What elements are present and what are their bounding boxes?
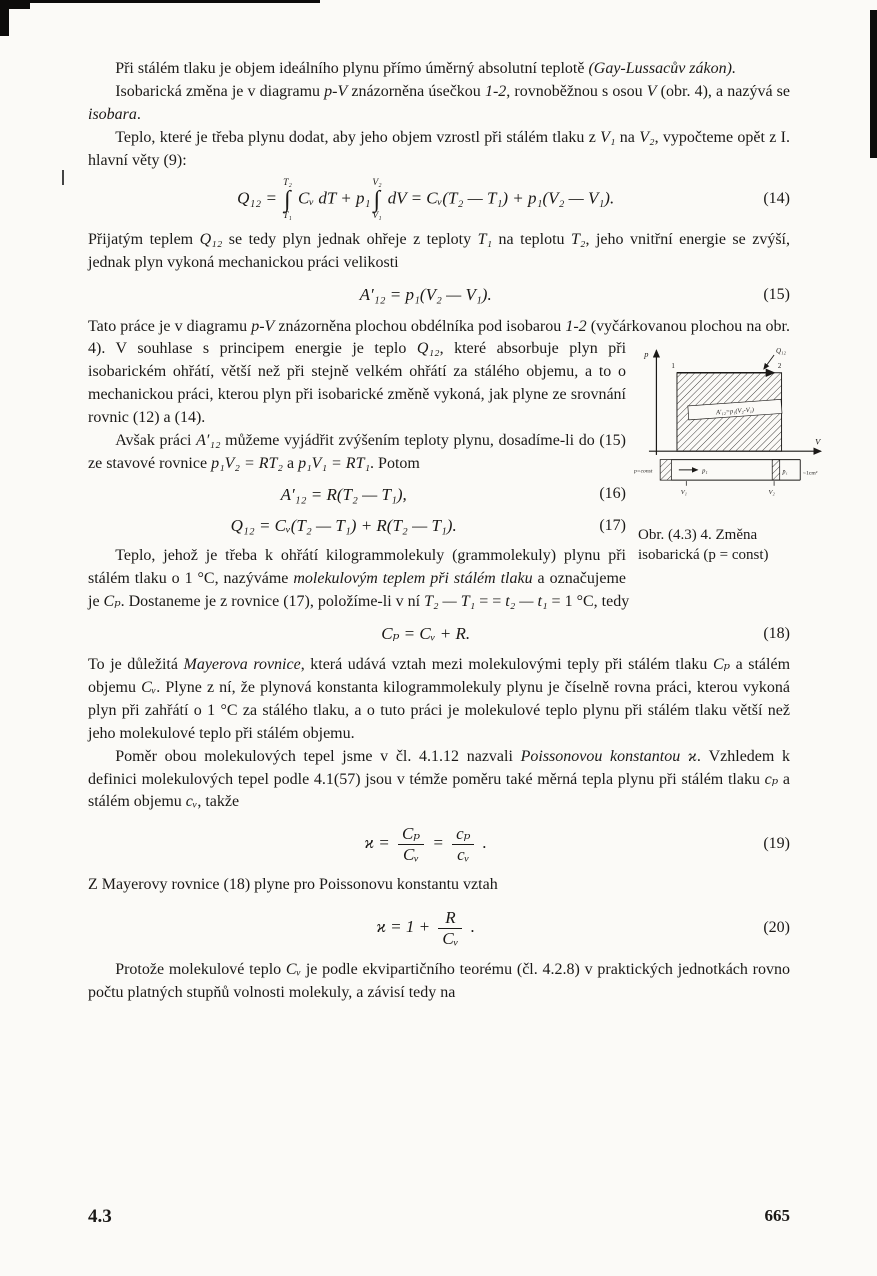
- fraction-Cp-Cv: $\frac{\text{Cₚ}}{\text{Cᵥ}}$: [398, 824, 424, 864]
- equation-18-number: (18): [763, 624, 790, 642]
- scan-artifact-corner-v: [0, 0, 9, 36]
- text-segment: můžeme vyjádřit zvýšením teploty plynu, dosadíme-li do (15) ze stavové rovnice: [88, 431, 627, 472]
- text-segment: znázorněna úsečkou: [347, 82, 485, 100]
- fraction-R-Cv: $\frac{R}{\text{Cᵥ}}$: [438, 908, 462, 948]
- text-segment: na: [615, 128, 640, 146]
- equation-20-number: (20): [763, 918, 790, 936]
- text-segment: = 1 °C, tedy: [547, 592, 630, 610]
- equation-14: [88, 179, 790, 220]
- text-segment: Mayerova rovnice: [183, 656, 301, 674]
- figure-point-1: 1: [671, 362, 675, 371]
- figure-q12-label: Q₁₂: [775, 347, 786, 356]
- equation-19: [88, 824, 790, 864]
- paragraph-accepted-heat: [88, 229, 790, 275]
- equation-14-body: Q₁₂ = T₂ ∫ T₁ Cᵥ dT + p₁ V₂ ∫ V₁ dV = Cᵥ(T₂ — T₁) + p₁(V₂ — V₁).: [237, 178, 615, 221]
- figure-p1-label: p₁: [702, 468, 708, 476]
- equation-18-body: Cₚ = Cᵥ + R.: [381, 623, 471, 643]
- scan-artifact-top-line: [28, 0, 320, 3]
- text-segment: cᵥ: [185, 793, 198, 811]
- text-segment: .: [136, 105, 141, 123]
- page-content: [88, 58, 821, 1005]
- text-segment: Teplo, které je třeba plynu dodat, aby jeho objem vzrostl při stálém tlaku z: [115, 128, 601, 146]
- text-segment: Při stálém tlaku je objem ideálního plynu přímo úměrný absolutní teplotě: [115, 60, 589, 77]
- figure-v2-label: V₂: [768, 489, 775, 497]
- text-segment: (obr. 4), a nazývá se: [656, 82, 791, 100]
- text-segment: Cₚ: [712, 656, 731, 674]
- text-segment: a stálém objemu: [88, 656, 791, 697]
- paragraph-gay-lussac: [88, 58, 790, 81]
- text-segment: . Vzhledem k definici molekulových tepel podle 4.1(57) jsou v témže poměru také měrná tepla plynu při stálém tlaku: [88, 747, 791, 788]
- paragraph-poisson-constant: [88, 746, 790, 815]
- equation-20-body: ϰ = 1 + $\frac{R}{\text{Cᵥ}}$ .: [376, 908, 475, 948]
- page-footer: [88, 1206, 790, 1228]
- paragraph-equipartition: [88, 959, 790, 1005]
- text-segment: Cᵥ: [141, 679, 157, 697]
- text-segment: Přijatým teplem: [88, 231, 200, 249]
- text-segment: , vypočteme opět z I. hlavní věty (9):: [88, 128, 790, 169]
- text-segment: Protože molekulové teplo: [115, 961, 286, 979]
- equation-17-number: (17): [599, 516, 626, 534]
- equation-16-body: A′₁₂ = R(T₂ — T₁),: [280, 484, 407, 504]
- figure-work-label: A′₁₂=p₁(V₂-V₁): [715, 406, 755, 417]
- text-segment: (vyčárkovanou plochou na obr. 4). V souhlase s principem energie je teplo: [88, 317, 791, 358]
- text-segment: Tato práce je v diagramu: [88, 317, 252, 335]
- scan-artifact-right-bar: [870, 10, 877, 158]
- scan-artifact-margin-mark: [62, 170, 64, 185]
- text-segment: T₂: [571, 231, 586, 249]
- text-segment: na teplotu: [492, 231, 572, 249]
- text-segment: = =: [475, 592, 506, 610]
- text-segment: . Potom: [370, 454, 420, 472]
- text-segment: Poměr obou molekulových tepel jsme v čl. 4.1.12 nazvali: [115, 747, 521, 765]
- integral-T: T₂ ∫ T₁: [283, 178, 292, 221]
- text-segment: A′₁₂: [196, 431, 221, 449]
- text-segment: Avšak práci: [115, 431, 197, 449]
- text-segment: , jeho vnitřní energie se zvýší, jednak plyn vykoná mechanickou práci velikosti: [88, 231, 790, 272]
- text-segment: p-V: [251, 317, 275, 335]
- text-segment: Z Mayerovy rovnice (18) plyne pro Poissonovu konstantu vztah: [88, 876, 498, 894]
- equation-15-number: (15): [763, 285, 790, 303]
- equation-16: [88, 483, 626, 507]
- text-segment: a stálém objemu: [88, 770, 790, 811]
- text-segment: absorbuje plyn při isobarickém ohřátí, větší než při stejně velkém ohřátí za stálého objemu, a to o mechanickou práci, kterou plyn při isobarické změně vykoná, jak plyne ze srovnání rovnic (12) a (14).: [88, 340, 627, 427]
- text-segment: a: [283, 454, 299, 472]
- text-segment: p₁V₁ = RT₁: [298, 454, 371, 472]
- equation-20: [88, 908, 790, 948]
- text-segment: 1-2: [484, 82, 507, 100]
- equation-15: [88, 283, 790, 307]
- text-segment: V₁: [600, 128, 616, 146]
- figure-v1-label: V₁: [680, 489, 687, 497]
- text-segment: . Plyne z ní, že plynová konstanta kilogrammolekuly plynu je číselně rovna práci, kterou vykoná plyn při zahřátí o 1 °C za stálého tlaku, a o tuto práci je molekulové teplo plynu při stálém tlaku větší než jeho molekulové teplo při stálém objemu.: [88, 679, 791, 742]
- text-segment: T₂ — T₁: [424, 592, 476, 610]
- text-segment: , která udává vztah mezi molekulovými teply při stálém tlaku: [300, 656, 713, 674]
- figure-p1bar-label: p̄₁: [782, 470, 788, 477]
- text-segment: Q₁₂: [199, 231, 223, 249]
- text-segment: Cᵥ: [285, 961, 302, 979]
- text-segment: , rovnoběžnou s osou: [506, 82, 647, 100]
- figure-pconst-label: p=const: [634, 469, 653, 476]
- text-segment: se tedy plyn jednak ohřeje z teploty: [222, 231, 478, 249]
- text-segment: Teplo, jehož je třeba k ohřátí kilogrammolekuly (grammolekuly) plynu při stálém tlaku o 1 °C, nazýváme: [88, 547, 626, 588]
- paragraph-from-mayer: [88, 874, 790, 897]
- text-segment: To je důležitá: [88, 656, 184, 674]
- text-segment: cₚ: [764, 770, 779, 788]
- text-segment: znázorněna plochou obdélníka pod isobarou: [274, 317, 566, 335]
- text-segment: a označujeme je: [88, 570, 626, 610]
- equation-14-number: (14): [763, 190, 790, 208]
- equation-15-body: A′₁₂ = p₁(V₂ — V₁).: [359, 285, 492, 305]
- text-segment: . Dostaneme je z rovnice (17), položíme-li v ní: [120, 592, 425, 610]
- figure-p-axis-label: p: [644, 350, 649, 360]
- text-segment: , které: [439, 340, 497, 358]
- paragraph-isobara: [88, 81, 790, 127]
- text-segment: V: [646, 82, 657, 100]
- figure-caption: Obr. (4.3) 4. Změna isobarická (p = const): [638, 527, 769, 563]
- text-segment: V₂: [639, 128, 655, 146]
- text-segment: p₁V₂ = RT₂: [211, 454, 283, 472]
- figure-point-2: 2: [777, 362, 782, 371]
- text-segment: T₁: [477, 231, 493, 249]
- text-segment: isobara: [88, 105, 137, 123]
- text-segment: , takže: [197, 793, 240, 811]
- figure-area-label: ~1cm²: [803, 470, 818, 477]
- text-segment: t₂ — t₁: [505, 592, 548, 610]
- paragraph-mayer-equation: [88, 654, 790, 746]
- section-number: 4.3: [88, 1206, 112, 1227]
- figure-v-axis-label: V: [815, 438, 821, 448]
- text-segment: molekulovým teplem při stálém tlaku: [293, 570, 533, 588]
- text-segment: (Gay-Lussacův zákon).: [588, 60, 736, 77]
- paragraph-heat-needed: [88, 127, 790, 173]
- equation-17: [88, 514, 626, 538]
- text-segment: je podle ekvipartičního teorému (čl. 4.2.8) v praktických jednotkách rovno počtu platných stupňů volnosti molekuly, a závisí tedy na: [88, 961, 790, 1002]
- equation-16-number: (16): [599, 485, 626, 503]
- text-segment: Cₚ: [103, 592, 121, 610]
- fraction-cp-cv: $\frac{\text{cₚ}}{\text{cᵥ}}$: [452, 824, 474, 864]
- text-segment: Isobarická změna je v diagramu: [115, 82, 325, 100]
- equation-17-body: Q₁₂ = Cᵥ(T₂ — T₁) + R(T₂ — T₁).: [230, 515, 457, 535]
- equation-19-number: (19): [763, 834, 790, 852]
- figure-isobaric: [634, 341, 821, 579]
- integral-V: V₂ ∫ V₁: [372, 178, 382, 221]
- text-segment: Q₁₂: [416, 340, 440, 358]
- pv-diagram: [634, 341, 832, 500]
- equation-19-body: ϰ = $\frac{\text{Cₚ}}{\text{Cᵥ}}$ = $\frac{\text{cₚ}}{\text{cᵥ}}$ .: [364, 824, 487, 864]
- text-segment: 1-2: [565, 317, 587, 335]
- page-number: 665: [764, 1206, 790, 1225]
- text-segment: p-V: [324, 82, 348, 100]
- text-segment: Poissonovou konstantou ϰ: [520, 747, 697, 765]
- equation-18: [88, 622, 790, 646]
